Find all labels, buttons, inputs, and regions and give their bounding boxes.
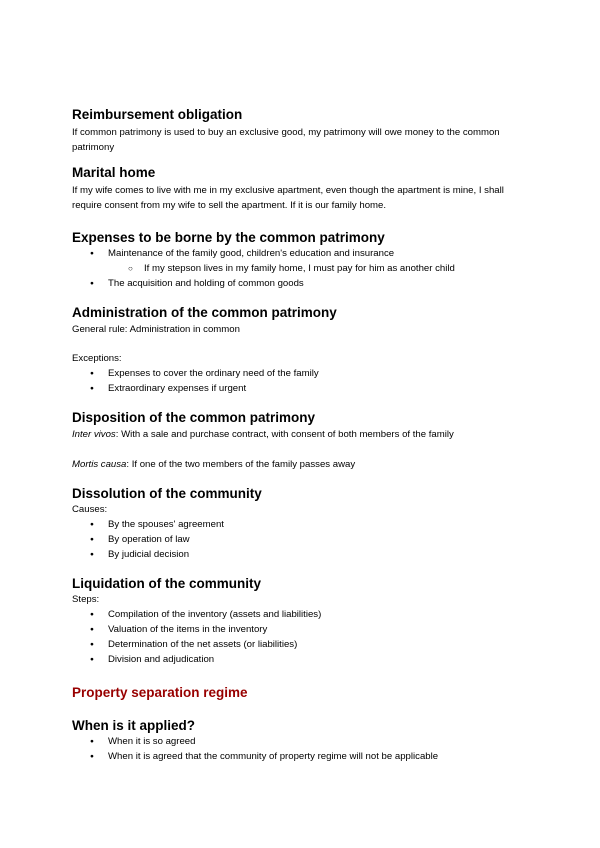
list-item: ● The acquisition and holding of common goods bbox=[72, 276, 532, 291]
heading: Administration of the common patrimony bbox=[72, 305, 337, 320]
bullet-list bbox=[72, 607, 532, 667]
heading: Expenses to be borne by the common patrimony bbox=[72, 230, 385, 245]
paragraph: General rule: Administration in common bbox=[72, 324, 240, 335]
heading: Disposition of the common patrimony bbox=[72, 410, 316, 425]
list-item: ● Division and adjudication bbox=[72, 652, 532, 667]
section-when-applied bbox=[72, 718, 532, 764]
list-item: ● Expenses to cover the ordinary need of the family bbox=[72, 366, 532, 381]
section-administration bbox=[72, 305, 532, 396]
paragraph: Causes: bbox=[72, 504, 108, 515]
list-item: ● When it is so agreed bbox=[72, 734, 532, 749]
section-liquidation bbox=[72, 576, 532, 667]
paragraph: Steps: bbox=[72, 594, 100, 605]
bullet-list bbox=[72, 366, 532, 396]
bullet-list bbox=[72, 517, 532, 562]
list-item: ● Determination of the net assets (or liabilities) bbox=[72, 637, 532, 652]
italic-term: Mortis causa bbox=[72, 459, 127, 470]
bullet-list bbox=[72, 734, 532, 764]
list-item: ● By judicial decision bbox=[72, 547, 532, 562]
section-dissolution bbox=[72, 486, 532, 562]
heading: Property separation regime bbox=[72, 685, 248, 700]
heading: When is it applied? bbox=[72, 718, 196, 733]
list-item: ● Extraordinary expenses if urgent bbox=[72, 381, 532, 396]
section-expenses bbox=[72, 230, 532, 291]
paragraph: Exceptions: bbox=[72, 353, 122, 364]
paragraph: If common patrimony is used to buy an exclusive good, my patrimony will owe money to the common patrimony bbox=[72, 127, 500, 153]
text: : If one of the two members of the family passes away bbox=[126, 459, 356, 470]
section-marital-home bbox=[72, 165, 532, 213]
section-disposition bbox=[72, 410, 532, 472]
heading: Reimbursement obligation bbox=[72, 107, 243, 122]
heading: Liquidation of the community bbox=[72, 576, 261, 591]
heading: Marital home bbox=[72, 165, 156, 180]
italic-term: Inter vivos bbox=[72, 429, 116, 440]
document-page bbox=[72, 105, 532, 764]
section-reimbursement-obligation bbox=[72, 107, 532, 155]
list-item: ● Compilation of the inventory (assets and liabilities) bbox=[72, 607, 532, 622]
sub-list-item: ○ If my stepson lives in my family home, I must pay for him as another child bbox=[72, 261, 532, 276]
section-property-separation bbox=[72, 685, 532, 701]
heading: Dissolution of the community bbox=[72, 486, 262, 501]
list-item: ● Maintenance of the family good, children's education and insurance bbox=[72, 246, 532, 261]
list-item: ● When it is agreed that the community of property regime will not be applicable bbox=[72, 749, 532, 764]
text: : With a sale and purchase contract, with consent of both members of the family bbox=[115, 429, 454, 440]
list-item: ● By the spouses' agreement bbox=[72, 517, 532, 532]
bullet-list bbox=[72, 246, 532, 291]
paragraph bbox=[72, 457, 532, 472]
list-item: ● By operation of law bbox=[72, 532, 532, 547]
paragraph: If my wife comes to live with me in my exclusive apartment, even though the apartment is mine, I shall require consent from my wife to sell the apartment. If it is our family home. bbox=[72, 185, 504, 211]
paragraph bbox=[72, 427, 532, 442]
list-item: ● Valuation of the items in the inventory bbox=[72, 622, 532, 637]
